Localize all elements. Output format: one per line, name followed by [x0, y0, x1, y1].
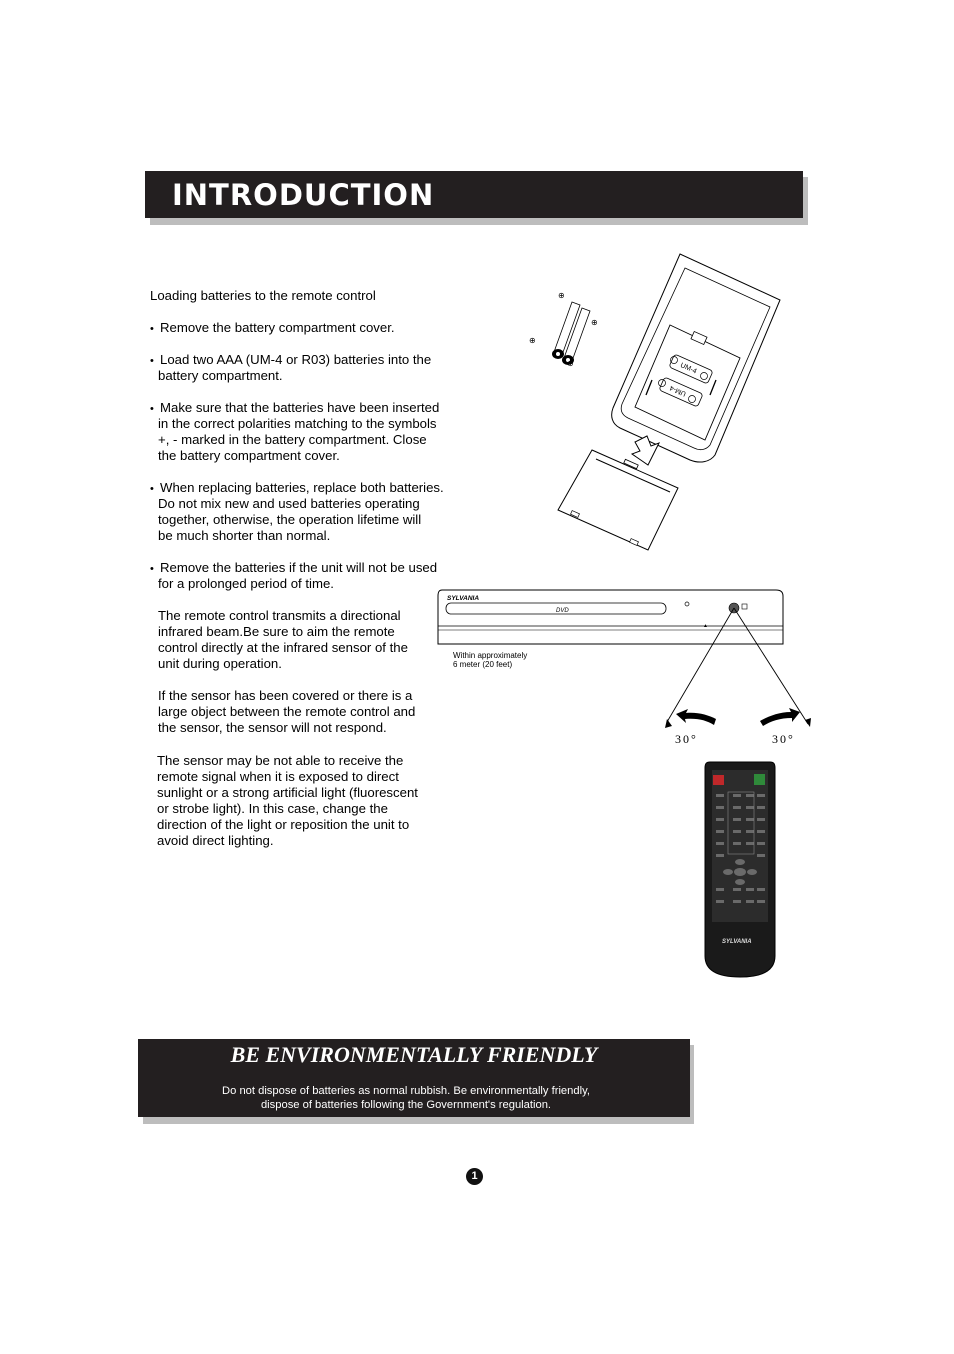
angle-arrow-right-icon: [760, 708, 800, 726]
battery-cover-icon: [558, 450, 678, 550]
battery-installation-illustration: [520, 250, 790, 570]
dvd-logo: DVD: [556, 608, 569, 614]
angle-left-label: 30°: [675, 732, 698, 746]
aaa-battery-icon: [529, 291, 598, 368]
angle-arrow-left-icon: [676, 709, 716, 725]
bullet-3: • Make sure that the batteries have been inserted in the correct polarities matching to the symbols +, - marked in the battery compartment. Close the battery compartment cover.: [160, 400, 439, 464]
bullet-5: • Remove the batteries if the unit will not be used for a prolonged period of time.: [160, 560, 437, 592]
paragraph-sunlight: The sensor may be not able to receive the remote signal when it is exposed to direct sunlight or a strong artificial light (fluorescent or strobe light). In this case, change the direction of the light or reposition the unit to avoid direct lighting.: [157, 753, 418, 848]
svg-text:⊕: ⊕: [558, 291, 565, 300]
bullet-1: • Remove the battery compartment cover.: [160, 320, 395, 336]
battery-label-2: UM-4: [668, 383, 688, 398]
angle-right-label: 30°: [772, 732, 795, 746]
page-number: 1: [466, 1168, 483, 1185]
environment-title: BE ENVIRONMENTALLY FRIENDLY: [230, 1042, 598, 1067]
range-line-1: Within approximately: [453, 651, 528, 660]
bullet-4: • When replacing batteries, replace both batteries. Do not mix new and used batteries operating together, otherwise, the operation lifetime will be much shorter than normal.: [160, 480, 444, 544]
intro-heading: Loading batteries to the remote control: [150, 288, 376, 303]
dvd-player-sensor-diagram: [436, 588, 816, 763]
svg-text:⊕: ⊕: [567, 359, 574, 368]
remote-control-icon: [702, 760, 778, 980]
bullet-2: • Load two AAA (UM-4 or R03) batteries into the battery compartment.: [160, 352, 431, 384]
svg-text:▲: ▲: [703, 623, 708, 629]
svg-text:⊕: ⊕: [529, 336, 536, 345]
dvd-brand: SYLVANIA: [447, 595, 480, 602]
environment-text: Do not dispose of batteries as normal rubbish. Be environmentally friendly, dispose of batteries following the Government's regulation.: [222, 1085, 590, 1111]
remote-back-icon: [612, 254, 780, 462]
battery-label-1: UM-4: [679, 362, 698, 376]
paragraph-directional-beam: The remote control transmits a directional infrared beam.Be sure to aim the remote control directly at the infrared sensor of the unit during operation.: [158, 608, 408, 671]
remote-brand: SYLVANIA: [722, 939, 752, 945]
svg-text:⊕: ⊕: [591, 318, 598, 327]
page-title: INTRODUCTION: [172, 178, 435, 212]
paragraph-sensor-covered: If the sensor has been covered or there is a large object between the remote control and the sensor, the sensor will not respond.: [158, 688, 416, 735]
range-line-2: 6 meter (20 feet): [453, 660, 513, 669]
dvd-player-icon: [438, 590, 783, 644]
